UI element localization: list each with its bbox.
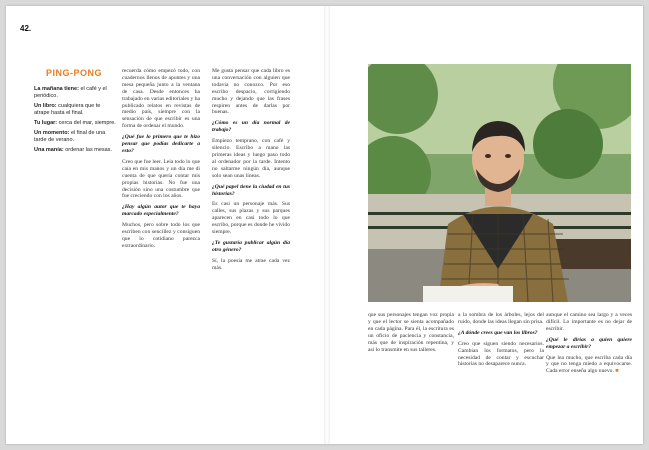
sidebar-item-key: Una manía: xyxy=(34,147,64,153)
interview-question: ¿Qué papel tiene la ciudad en tus historias? xyxy=(212,183,290,197)
article-column-1 xyxy=(122,68,200,254)
page-gutter xyxy=(324,6,330,444)
sidebar-item-value: el final de una tarde de verano. xyxy=(34,130,106,143)
section-label: PING-PONG xyxy=(46,68,103,78)
article-column-5 xyxy=(546,312,632,379)
paragraph: que sus personajes tengan voz propia y que el lector se sienta acompañado en cada página. Para él, la escritura es un oficio de paciencia y constancia, más que de inspiración repentina, y así lo transmite en sus talleres. xyxy=(368,312,454,353)
page-number: 42. xyxy=(20,24,32,33)
interview-question: ¿Qué le dirías a quien quiere empezar a escribir? xyxy=(546,336,632,350)
article-column-4 xyxy=(458,312,544,372)
sidebar-item-value: cualquiera que te atrape hasta el final. xyxy=(34,103,101,116)
paragraph: aunque el camino sea largo y a veces difícil. Lo importante es no dejar de escribir. xyxy=(546,312,632,332)
interview-question: ¿Te gustaría publicar algún día otro género? xyxy=(212,239,290,253)
paragraph xyxy=(546,355,632,376)
sidebar-item-key: Tu lugar: xyxy=(34,120,58,126)
paragraph: Creo que siguen siendo necesarios. Cambian los formatos, pero la necesidad de contar y escuchar historias no desaparece nunca. xyxy=(458,340,544,368)
sidebar-item-key: Un libro: xyxy=(34,103,57,109)
interview-question: ¿Hay algún autor que te haya marcado especialmente? xyxy=(122,204,200,218)
sidebar-item xyxy=(34,130,116,144)
end-mark-icon: ■ xyxy=(615,368,619,375)
paragraph: Empiezo temprano, con café y silencio. Escribo a mano las primeras ideas y luego paso todo al ordenador por la tarde. Intento no saltarme ningún día, aunque solo sean unas líneas. xyxy=(212,138,290,179)
paragraph: a la sombra de los árboles, lejos del ruido, donde las ideas llegan sin prisa. xyxy=(458,312,544,325)
paragraph-text: Que lea mucho, que escriba cada día y que no tenga miedo a equivocarse. Cada error enseña algo nuevo. xyxy=(546,354,632,375)
portrait-illustration xyxy=(368,64,631,302)
interview-question: ¿A dónde crees que van los libros? xyxy=(458,329,538,336)
sidebar-questionnaire xyxy=(34,86,116,157)
portrait-photo xyxy=(368,64,631,302)
paragraph: Es casi un personaje más. Sus calles, sus plazas y sus parques aparecen en casi todo lo que escribo, porque es donde he vivido siempre. xyxy=(212,201,290,236)
paragraph: Me gusta pensar que cada libro es una conversación con alguien que todavía no conozco. Por eso escribo despacio, corrigiendo mucho y dejando que las frases respiren antes de darlas por buenas. xyxy=(212,68,290,116)
sidebar-item xyxy=(34,120,116,127)
sidebar-item-value: ordenar las mesas. xyxy=(65,147,112,153)
paragraph: Creo que fue leer. Leía todo lo que caía en mis manos y un día me di cuenta de que quería contar mis propias historias. No fue una decisión sino una costumbre que fue creciendo con los años. xyxy=(122,158,200,200)
magazine-spread xyxy=(6,6,643,444)
paragraph: Sí, la poesía me atrae cada vez más. xyxy=(212,257,290,271)
article-column-2 xyxy=(212,68,290,276)
interview-question: ¿Qué fue lo primero que te hizo pensar que podías dedicarte a esto? xyxy=(122,134,200,154)
sidebar-item xyxy=(34,103,116,117)
sidebar-item xyxy=(34,147,116,154)
sidebar-item-key: Un momento: xyxy=(34,130,70,136)
sidebar-item-key: La mañana tiene: xyxy=(34,86,79,92)
sidebar-item-value: el café y el periódico. xyxy=(34,86,107,99)
paragraph: Muchos, pero sobre todo los que escriben con sencillez y consiguen que lo cotidiano parezca extraordinario. xyxy=(122,222,200,249)
sidebar-item-value: cerca del mar, siempre. xyxy=(58,120,116,126)
article-column-3 xyxy=(368,312,454,357)
sidebar-item xyxy=(34,86,116,100)
interview-question: ¿Cómo es un día normal de trabajo? xyxy=(212,120,290,134)
paragraph: recuerda cómo empezó todo, con cuadernos llenos de apuntes y una mesa pequeña junto a la ventana de casa. Desde entonces ha trabajado en varias editoriales y ha publicado relatos en revistas de medio país, siempre con la sensación de que escribir es una forma de ordenar el mundo. xyxy=(122,68,200,130)
